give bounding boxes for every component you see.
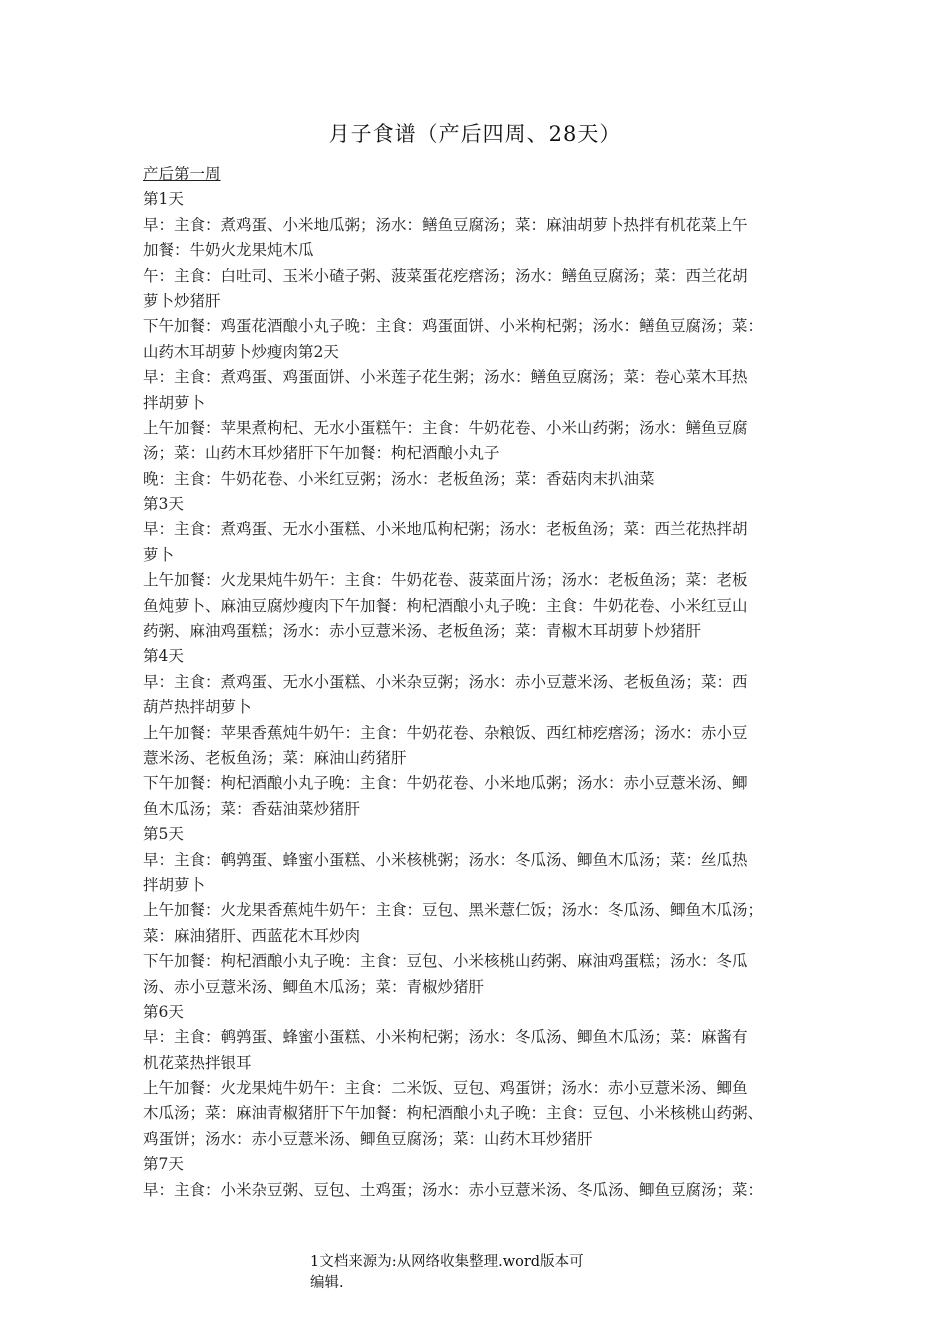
menu-line: 早：主食：鹌鹑蛋、蜂蜜小蛋糕、小米枸杞粥；汤水：冬瓜汤、鲫鱼木瓜汤；菜：麻酱有: [143, 1028, 748, 1047]
menu-line: 早：主食：煮鸡蛋、鸡蛋面饼、小米莲子花生粥；汤水：鳝鱼豆腐汤；菜：卷心菜木耳热: [143, 368, 748, 387]
menu-line: 鸡蛋饼；汤水：赤小豆薏米汤、鲫鱼豆腐汤；菜：山药木耳炒猪肝: [143, 1129, 593, 1148]
menu-line: 早：主食：煮鸡蛋、小米地瓜粥；汤水：鳝鱼豆腐汤；菜：麻油胡萝卜热拌有机花菜上午: [143, 215, 748, 234]
menu-line: 拌胡萝卜: [143, 875, 206, 894]
menu-line: 萝卜炒猪肝: [143, 291, 221, 310]
menu-line: 早：主食：煮鸡蛋、无水小蛋糕、小米地瓜枸杞粥；汤水：老板鱼汤；菜：西兰花热拌胡: [143, 520, 748, 539]
day-heading: 第6天: [143, 1002, 184, 1021]
menu-line: 药粥、麻油鸡蛋糕；汤水：赤小豆薏米汤、老板鱼汤；菜：青椒木耳胡萝卜炒猪肝: [143, 622, 702, 641]
menu-line: 下午加餐：枸杞酒酿小丸子晚：主食：牛奶花卷、小米地瓜粥；汤水：赤小豆薏米汤、鲫: [143, 774, 748, 793]
week-heading: 产后第一周: [143, 165, 221, 183]
menu-line: 上午加餐：火龙果香蕉炖牛奶午：主食：豆包、黑米薏仁饭；汤水：冬瓜汤、鲫鱼木瓜汤；: [143, 901, 764, 920]
menu-line: 鱼炖萝卜、麻油豆腐炒瘦肉下午加餐：枸杞酒酿小丸子晚：主食：牛奶花卷、小米红豆山: [143, 596, 748, 615]
menu-line: 加餐：牛奶火龙果炖木瓜: [143, 241, 314, 260]
menu-line: 早：主食：小米杂豆粥、豆包、土鸡蛋；汤水：赤小豆薏米汤、冬瓜汤、鲫鱼豆腐汤；菜：: [143, 1180, 764, 1199]
menu-line: 晚：主食：牛奶花卷、小米红豆粥；汤水：老板鱼汤；菜：香菇肉末扒油菜: [143, 469, 655, 488]
menu-line: 鱼木瓜汤；菜：香菇油菜炒猪肝: [143, 799, 361, 818]
menu-line: 萝卜: [143, 545, 175, 564]
menu-line: 下午加餐：枸杞酒酿小丸子晚：主食：豆包、小米核桃山药粥、麻油鸡蛋糕；汤水：冬瓜: [143, 952, 748, 971]
menu-line: 午：主食：白吐司、玉米小碴子粥、菠菜蛋花疙瘩汤；汤水：鳝鱼豆腐汤；菜：西兰花胡: [143, 266, 748, 285]
day-heading: 第5天: [143, 825, 184, 844]
day-heading: 第4天: [143, 647, 184, 666]
footer-line-2: 编辑.: [310, 1275, 344, 1291]
menu-line: 葫芦热拌胡萝卜: [143, 698, 252, 717]
menu-line: 菜：麻油猪肝、西蓝花木耳炒肉: [143, 926, 361, 945]
menu-line: 上午加餐：火龙果炖牛奶午：主食：牛奶花卷、菠菜面片汤；汤水：老板鱼汤；菜：老板: [143, 571, 748, 590]
menu-line: 上午加餐：苹果煮枸杞、无水小蛋糕午：主食：牛奶花卷、小米山药粥；汤水：鳝鱼豆腐: [143, 418, 748, 437]
menu-line: 拌胡萝卜: [143, 393, 206, 412]
menu-line: 汤、赤小豆薏米汤、鲫鱼木瓜汤；菜：青椒炒猪肝: [143, 977, 485, 996]
menu-line: 早：主食：鹌鹑蛋、蜂蜜小蛋糕、小米核桃粥；汤水：冬瓜汤、鲫鱼木瓜汤；菜：丝瓜热: [143, 850, 748, 869]
day-heading: 第7天: [143, 1155, 184, 1174]
menu-line: 山药木耳胡萝卜炒瘦肉第2天: [143, 342, 339, 361]
menu-line: 汤；菜：山药木耳炒猪肝下午加餐：枸杞酒酿小丸子: [143, 444, 500, 463]
footer-line-1: 1文档来源为:从网络收集整理.word版本可: [310, 1254, 584, 1270]
page-footer: [310, 1252, 640, 1294]
document-title: 月子食谱（产后四周、28天）: [328, 122, 622, 146]
day-heading: 第3天: [143, 495, 184, 514]
menu-line: 上午加餐：苹果香蕉炖牛奶午：主食：牛奶花卷、杂粮饭、西红柿疙瘩汤；汤水：赤小豆: [143, 723, 748, 742]
menu-line: 薏米汤、老板鱼汤；菜：麻油山药猪肝: [143, 748, 407, 767]
menu-line: 下午加餐：鸡蛋花酒酿小丸子晚：主食：鸡蛋面饼、小米枸杞粥；汤水：鳝鱼豆腐汤；菜：: [143, 317, 764, 336]
menu-line: 机花菜热拌银耳: [143, 1053, 252, 1072]
menu-line: 木瓜汤；菜：麻油青椒猪肝下午加餐：枸杞酒酿小丸子晚：主食：豆包、小米核桃山药粥、: [143, 1104, 764, 1123]
day-heading: 第1天: [143, 190, 184, 209]
menu-line: 上午加餐：火龙果炖牛奶午：主食：二米饭、豆包、鸡蛋饼；汤水：赤小豆薏米汤、鲫鱼: [143, 1079, 748, 1098]
menu-line: 早：主食：煮鸡蛋、无水小蛋糕、小米杂豆粥；汤水：赤小豆薏米汤、老板鱼汤；菜：西: [143, 672, 748, 691]
document-body: [143, 162, 819, 1203]
